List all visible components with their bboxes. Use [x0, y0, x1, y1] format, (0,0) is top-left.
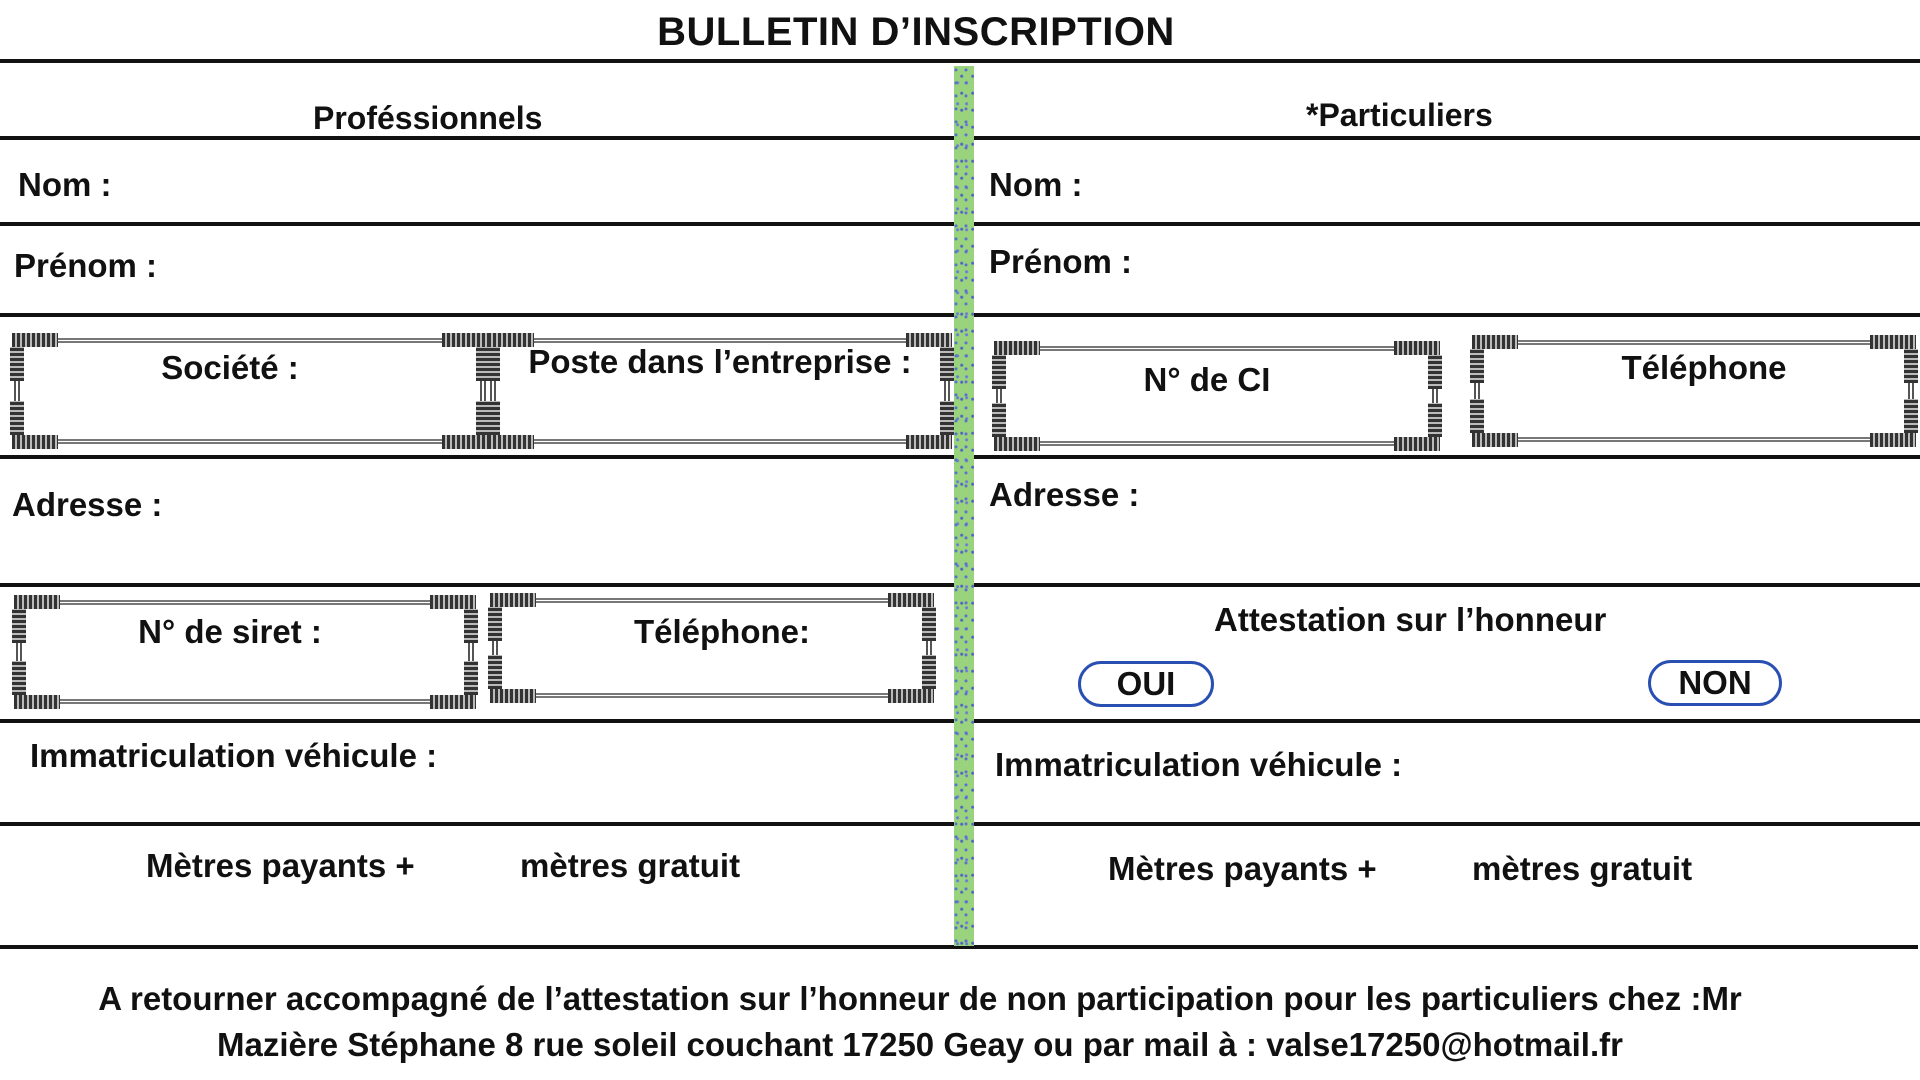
part-metres-gratuit-label: mètres gratuit [1472, 850, 1693, 887]
footer-instructions [60, 976, 1780, 1068]
footer-line-2: Mazière Stéphane 8 rue soleil couchant 17250 Geay ou par mail à : valse17250@hotmail.fr [217, 1026, 1623, 1063]
pro-metres-payants-label: Mètres payants + [146, 847, 415, 884]
pro-heading: Proféssionnels [313, 100, 543, 136]
center-divider [954, 66, 974, 946]
part-ci-frame[interactable] [996, 346, 1438, 446]
part-non-option[interactable]: NON [1648, 660, 1782, 706]
part-adresse-label: Adresse : [989, 476, 1140, 513]
part-nom-label: Nom : [989, 166, 1083, 203]
part-telephone-frame[interactable] [1474, 340, 1914, 442]
rule-top [0, 59, 1920, 63]
part-prenom-label: Prénom : [989, 243, 1133, 280]
part-metres-payants-label: Mètres payants + [1108, 850, 1377, 887]
pro-societe-frame[interactable] [14, 338, 486, 444]
pro-telephone-label: Téléphone: [633, 613, 810, 650]
part-heading: *Particuliers [1306, 97, 1493, 133]
pro-poste-label: Poste dans l’entreprise : [528, 343, 912, 380]
pro-immatriculation-label: Immatriculation véhicule : [30, 737, 438, 774]
footer-line-1: A retourner accompagné de l’attestation sur l’honneur de non participation pour les particuliers chez :Mr [98, 980, 1742, 1017]
pro-metres-gratuit-label: mètres gratuit [520, 847, 741, 884]
part-attestation-label: Attestation sur l’honneur [1214, 601, 1607, 638]
pro-siret-label: N° de siret : [138, 613, 322, 650]
pro-nom-label: Nom : [18, 166, 112, 203]
pro-societe-label: Société : [161, 349, 299, 386]
pro-poste-frame[interactable] [490, 338, 950, 444]
form-title: BULLETIN D’INSCRIPTION [657, 10, 1175, 54]
pro-siret-frame[interactable] [16, 600, 474, 704]
pro-prenom-label: Prénom : [14, 247, 158, 284]
pro-adresse-label: Adresse : [12, 486, 163, 523]
part-immatriculation-label: Immatriculation véhicule : [995, 746, 1403, 783]
part-telephone-label: Téléphone [1621, 349, 1787, 386]
part-ci-label: N° de CI [1143, 361, 1271, 398]
pro-telephone-frame[interactable] [492, 598, 932, 698]
part-oui-option[interactable]: OUI [1078, 661, 1214, 707]
